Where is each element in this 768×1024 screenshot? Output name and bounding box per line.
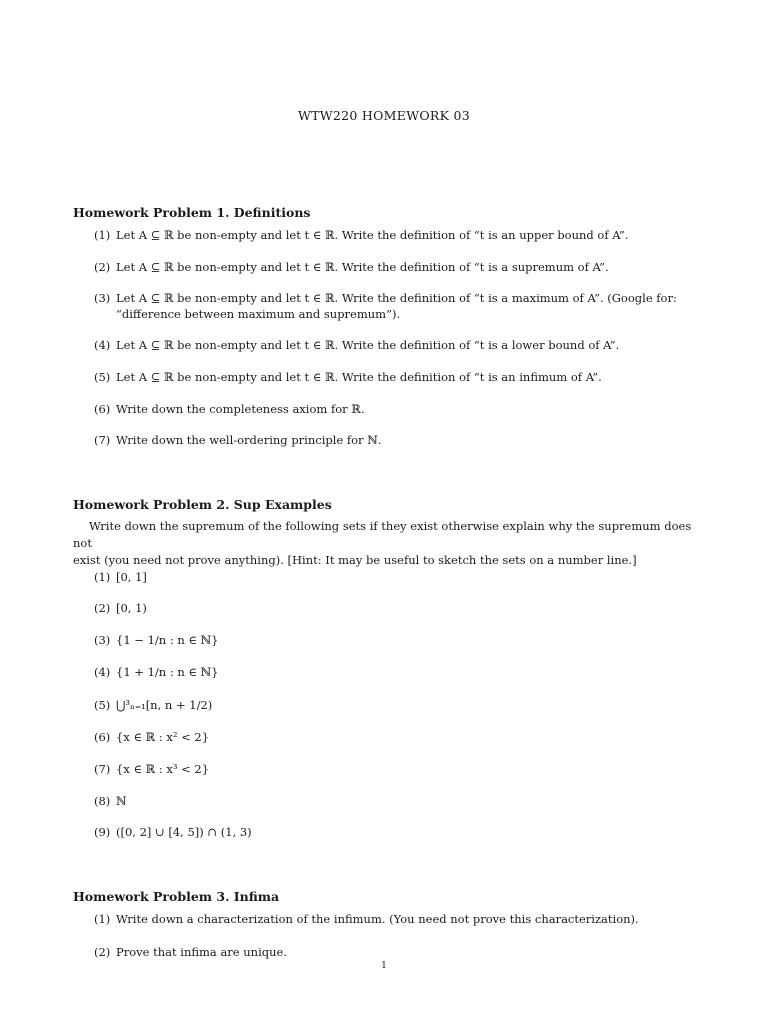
problem-3-item bbox=[94, 944, 694, 960]
item-text: [0, 1] bbox=[116, 570, 147, 584]
item-text: Let A ⊆ ℝ be non-empty and let t ∈ ℝ. Write the definition of “t is a maximum of A”. (Google for: bbox=[116, 291, 677, 305]
item-number: (6) bbox=[94, 402, 111, 416]
problem-2-item bbox=[94, 600, 694, 616]
item-text: {x ∈ ℝ : x² < 2} bbox=[116, 730, 210, 744]
item-number: (5) bbox=[94, 370, 111, 384]
problem-2-item bbox=[94, 729, 694, 745]
item-number: (6) bbox=[94, 730, 111, 744]
problem-2-heading: Homework Problem 2. Sup Examples bbox=[73, 497, 332, 512]
item-text: {x ∈ ℝ : x³ < 2} bbox=[116, 762, 210, 776]
problem-1-item bbox=[94, 290, 694, 322]
item-text: ([0, 2] ∪ [4, 5]) ∩ (1, 3) bbox=[116, 825, 252, 839]
item-text: ℕ bbox=[116, 794, 127, 808]
item-text: Let A ⊆ ℝ be non-empty and let t ∈ ℝ. Write the definition of “t is an infimum of A”. bbox=[116, 370, 602, 384]
item-number: (4) bbox=[94, 338, 111, 352]
problem-1-item bbox=[94, 227, 694, 243]
problem-1-item bbox=[94, 369, 694, 385]
item-text-continuation: “difference between maximum and supremum”). bbox=[116, 307, 401, 321]
item-number: (3) bbox=[94, 291, 111, 305]
problem-2-item bbox=[94, 664, 694, 680]
item-text: ⋃³ₙ₌₁[n, n + 1/2) bbox=[116, 698, 213, 712]
problem-2-item bbox=[94, 697, 694, 713]
item-number: (3) bbox=[94, 633, 111, 647]
document-title: WTW220 HOMEWORK 03 bbox=[297, 108, 471, 123]
problem-1-item bbox=[94, 259, 694, 275]
problem-2-item bbox=[94, 824, 694, 840]
item-number: (1) bbox=[94, 912, 111, 926]
problem-2-item bbox=[94, 793, 694, 809]
item-text: Let A ⊆ ℝ be non-empty and let t ∈ ℝ. Write the definition of “t is a lower bound of A”. bbox=[116, 338, 620, 352]
item-number: (1) bbox=[94, 570, 111, 584]
item-number: (4) bbox=[94, 665, 111, 679]
intro-line-2: exist (you need not prove anything). [Hint: It may be useful to sketch the sets on a number line.] bbox=[73, 553, 637, 567]
problem-2-intro bbox=[73, 518, 695, 569]
problem-3-heading: Homework Problem 3. Infima bbox=[73, 889, 280, 904]
problem-1-item bbox=[94, 337, 694, 353]
item-number: (1) bbox=[94, 228, 111, 242]
item-text: {1 − 1/n : n ∈ ℕ} bbox=[116, 633, 219, 647]
page-number: 1 bbox=[381, 961, 387, 971]
item-text: Prove that infima are unique. bbox=[116, 945, 287, 959]
item-number: (7) bbox=[94, 762, 111, 776]
problem-3-item bbox=[94, 911, 694, 927]
problem-2-item bbox=[94, 632, 694, 648]
item-number: (5) bbox=[94, 698, 111, 712]
item-text: Write down the well-ordering principle for ℕ. bbox=[116, 433, 382, 447]
intro-line-1: Write down the supremum of the following sets if they exist otherwise explain why the supremum does not bbox=[73, 519, 692, 550]
item-number: (2) bbox=[94, 260, 111, 274]
problem-2-item bbox=[94, 761, 694, 777]
problem-1-heading: Homework Problem 1. Definitions bbox=[73, 205, 311, 220]
item-number: (2) bbox=[94, 601, 111, 615]
problem-1-item bbox=[94, 432, 694, 448]
item-text: [0, 1) bbox=[116, 601, 147, 615]
item-number: (7) bbox=[94, 433, 111, 447]
item-text: Let A ⊆ ℝ be non-empty and let t ∈ ℝ. Write the definition of “t is an upper bound of A”. bbox=[116, 228, 629, 242]
item-number: (2) bbox=[94, 945, 111, 959]
item-number: (8) bbox=[94, 794, 111, 808]
item-text: {1 + 1/n : n ∈ ℕ} bbox=[116, 665, 219, 679]
item-text: Let A ⊆ ℝ be non-empty and let t ∈ ℝ. Write the definition of “t is a supremum of A”. bbox=[116, 260, 609, 274]
problem-2-item bbox=[94, 569, 694, 585]
item-text: Write down the completeness axiom for ℝ. bbox=[116, 402, 365, 416]
problem-1-item bbox=[94, 401, 694, 417]
item-number: (9) bbox=[94, 825, 111, 839]
item-text: Write down a characterization of the infimum. (You need not prove this characterization). bbox=[116, 912, 639, 926]
